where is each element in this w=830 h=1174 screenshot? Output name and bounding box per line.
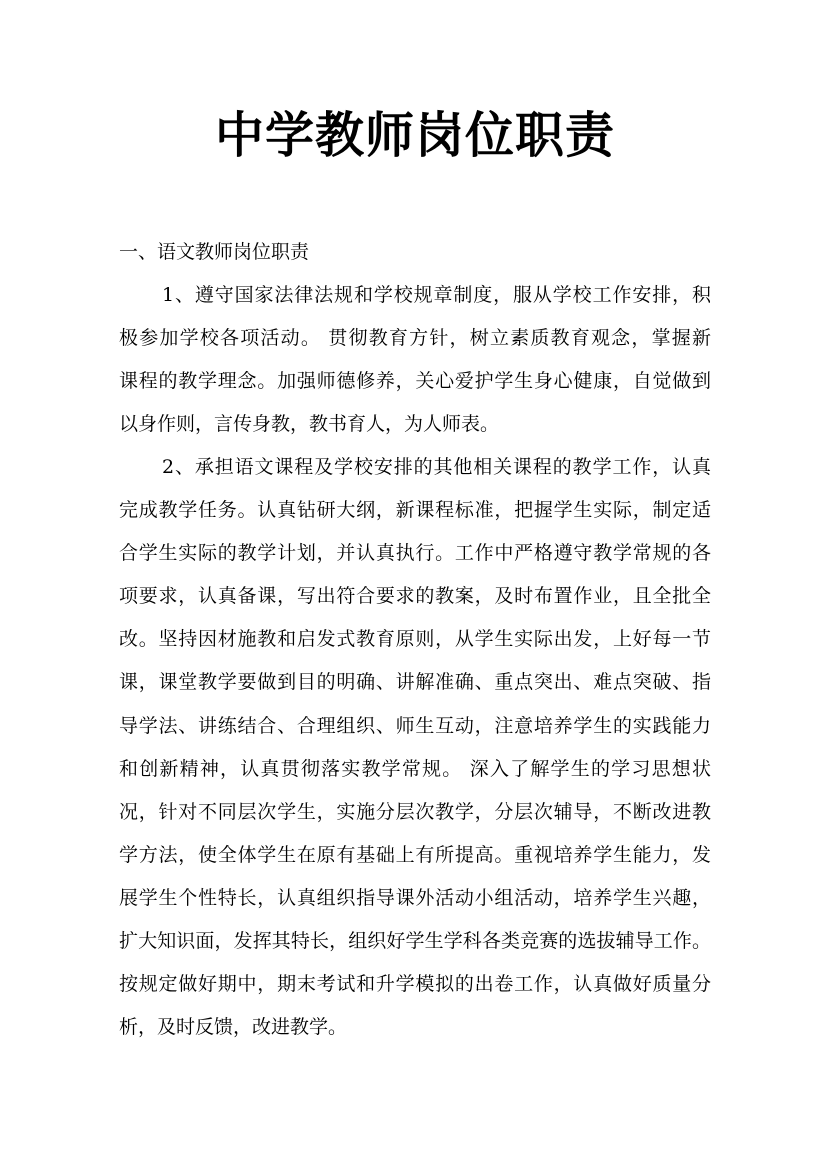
paragraph-line: 和创新精神，认真贯彻落实教学常规。 深入了解学生的学习思想状 xyxy=(119,757,711,780)
paragraph-line: 改。坚持因材施教和启发式教育原则，从学生实际出发，上好每一节 xyxy=(119,628,711,651)
paragraph-line: 展学生个性特长，认真组织指导课外活动小组活动，培养学生兴趣， xyxy=(119,886,711,909)
paragraph-line: 况，针对不同层次学生，实施分层次教学，分层次辅导，不断改进教 xyxy=(119,800,711,823)
paragraph-line: 析，及时反馈，改进教学。 xyxy=(119,1015,348,1038)
paragraph-line: 极参加学校各项活动。 贯彻教育方针，树立素质教育观念，掌握新 xyxy=(119,327,711,350)
paragraph-2 xyxy=(119,446,711,1049)
paragraph-line: 导学法、讲练结合、合理组织、师生互动，注意培养学生的实践能力 xyxy=(119,714,711,737)
paragraph-1 xyxy=(119,274,711,446)
paragraph-line: 以身作则，言传身教，教书育人，为人师表。 xyxy=(119,413,500,436)
paragraph-line: 项要求，认真备课，写出符合要求的教案，及时布置作业，且全批全 xyxy=(119,585,711,608)
paragraph-line: 按规定做好期中，期末考试和升学模拟的出卷工作，认真做好质量分 xyxy=(119,972,711,995)
section-heading: 一、语文教师岗位职责 xyxy=(119,241,310,263)
document-body xyxy=(119,231,711,1049)
paragraph-line: 课程的教学理念。加强师德修养，关心爱护学生身心健康，自觉做到 xyxy=(119,370,711,393)
paragraph-line: 课，课堂教学要做到目的明确、讲解准确、重点突出、难点突破、指 xyxy=(119,671,711,694)
paragraph-line: 2、承担语文课程及学校安排的其他相关课程的教学工作，认真 xyxy=(162,456,711,479)
paragraph-line: 完成教学任务。认真钻研大纲，新课程标准，把握学生实际，制定适 xyxy=(119,499,711,522)
paragraph-line: 合学生实际的教学计划，并认真执行。工作中严格遵守教学常规的各 xyxy=(119,542,711,565)
page-title: 中学教师岗位职责 xyxy=(214,106,615,164)
paragraph-line: 1、遵守国家法律法规和学校规章制度，服从学校工作安排，积 xyxy=(162,284,711,307)
paragraph-line: 扩大知识面，发挥其特长，组织好学生学科各类竞赛的选拔辅导工作。 xyxy=(119,929,711,952)
paragraph-line: 学方法，使全体学生在原有基础上有所提高。重视培养学生能力，发 xyxy=(119,843,711,866)
